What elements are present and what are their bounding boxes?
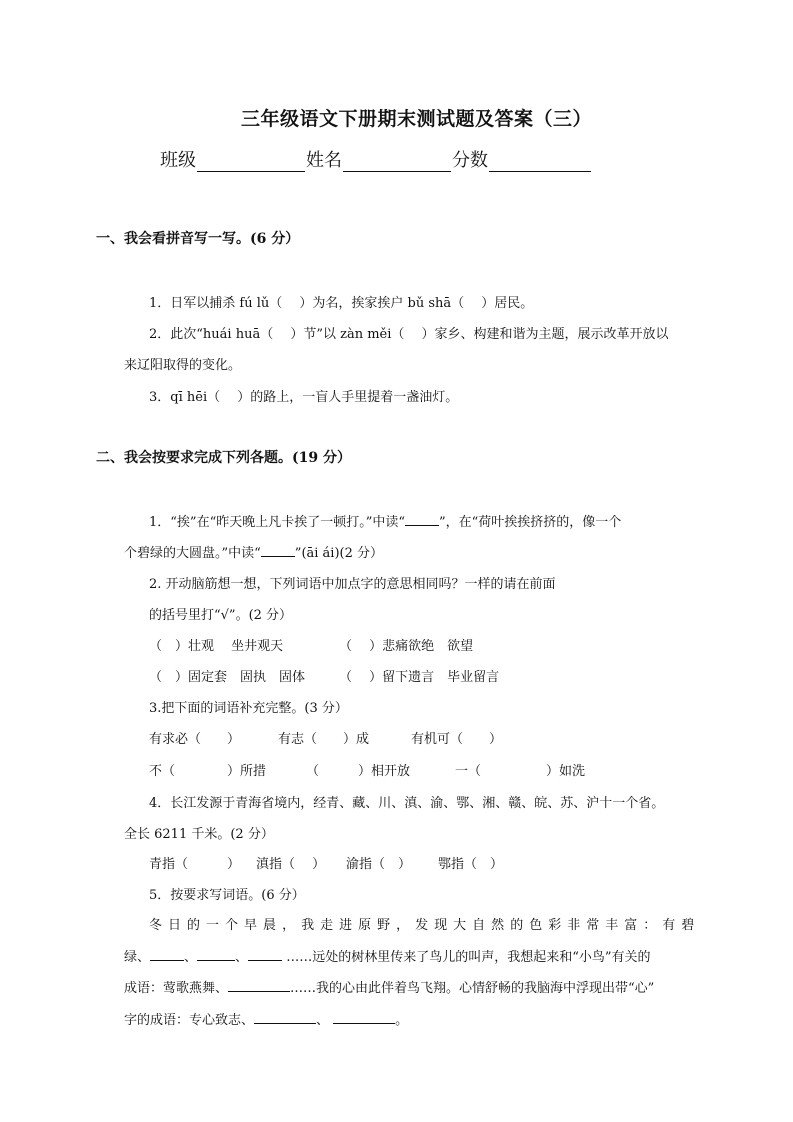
q5-blank-5[interactable] xyxy=(254,1009,316,1024)
q5-line-4 xyxy=(124,1009,408,1028)
q5-blank-3[interactable] xyxy=(248,946,282,961)
q4-item-3: 渝指（ ） xyxy=(346,857,412,872)
q4-item-2: 滇指（ ） xyxy=(256,857,326,872)
q5-sep-1: 、 xyxy=(184,950,198,965)
q5-line-3 xyxy=(124,977,654,996)
s2-question-1-line-1 xyxy=(149,511,621,530)
q1-blank-2[interactable] xyxy=(261,542,295,557)
q5-text-b: ……远处的树林里传来了鸟儿的叫声，我想起来和“小鸟”有关的 xyxy=(286,950,651,965)
q2-option-4: （ ）留下遗言 毕业留言 xyxy=(339,670,500,685)
s1-question-2-line-2: 来辽阳取得的变化。 xyxy=(124,358,242,373)
s2-question-2-line-1: 2. 开动脑筋想一想，下列词语中加点字的意思相同吗？一样的请在前面 xyxy=(149,577,556,592)
q2-option-3: （ ）固定套 固执 固体 xyxy=(149,670,306,685)
q2-option-1: （ ）壮观 坐井观天 xyxy=(149,639,284,654)
q5-blank-1[interactable] xyxy=(150,946,184,961)
q4-item-4: 鄂指（ ） xyxy=(438,857,504,872)
q3-item-1: 有求必（ ） xyxy=(149,732,241,747)
class-field[interactable] xyxy=(197,151,305,172)
q5-sep-3: 、 xyxy=(316,1013,330,1028)
s2-question-4-line-1: 4．长江发源于青海省境内，经青、藏、川、滇、渝、鄂、湘、赣、皖、苏、沪十一个省。 xyxy=(149,796,665,811)
q3-item-2: 有志（ ）成 xyxy=(278,732,370,747)
score-field[interactable] xyxy=(489,151,591,172)
q5-end: 。 xyxy=(395,1013,409,1028)
q1-blank-1[interactable] xyxy=(405,511,439,526)
q5-blank-4[interactable] xyxy=(228,977,290,992)
s2-question-2-line-2: 的括号里打“√”。(2 分） xyxy=(149,608,293,623)
q5-line-1: 冬日的一个早晨，我走进原野，发现大自然的色彩非常丰富：有碧 xyxy=(149,918,700,933)
page-title: 三年级语文下册期末测试题及答案（三） xyxy=(240,108,592,130)
q1-text-d: ”(āi ái)(2 分） xyxy=(294,546,384,561)
q5-text-c: 成语：莺歌燕舞、 xyxy=(124,981,229,996)
q4-item-1: 青指（ ） xyxy=(149,857,241,872)
q2-option-2: （ ）悲痛欲绝 欲望 xyxy=(339,639,474,654)
q1-text-c: 个碧绿的大圆盘。”中读“ xyxy=(124,546,261,561)
q1-text-b: ”，在“荷叶挨挨挤挤的，像一个 xyxy=(439,515,622,530)
q5-text-a: 绿、 xyxy=(124,950,151,965)
q5-sep-2: 、 xyxy=(235,950,249,965)
q3-item-5: （ ）相开放 xyxy=(306,764,411,779)
section-1-heading: 一、我会看拼音写一写。(6 分） xyxy=(96,231,300,247)
q5-blank-2[interactable] xyxy=(197,946,235,961)
s2-question-4-line-2: 全长 6211 千米。(2 分） xyxy=(124,827,274,842)
q3-item-3: 有机可（ ） xyxy=(411,732,503,747)
q3-item-6: 一（ ）如洗 xyxy=(455,764,586,779)
q5-text-e: 字的成语：专心致志、 xyxy=(124,1013,255,1028)
q5-line-2 xyxy=(124,946,650,965)
q1-text-a: 1．“挨”在“昨天晚上凡卡挨了一顿打。”中读“ xyxy=(149,515,406,530)
class-label: 班级 xyxy=(160,150,196,171)
name-field[interactable] xyxy=(343,151,451,172)
s2-question-3: 3.把下面的词语补充完整。(3 分） xyxy=(149,701,348,716)
s1-question-1: 1．日军以捕杀 fú lǔ（ ）为名，挨家挨户 bǔ shā（ ）居民。 xyxy=(149,296,534,311)
section-2-heading: 二、我会按要求完成下列各题。(19 分） xyxy=(96,450,351,466)
name-label: 姓名 xyxy=(306,150,342,171)
q3-item-4: 不（ ）所措 xyxy=(149,764,267,779)
s1-question-3: 3．qī hēi（ ）的路上，一盲人手里提着一盏油灯。 xyxy=(149,390,459,405)
q5-text-d: ……我的心由此伴着鸟飞翔。心情舒畅的我脑海中浮现出带“心” xyxy=(290,981,655,996)
s2-question-1-line-2 xyxy=(124,542,383,561)
q5-blank-6[interactable] xyxy=(333,1009,395,1024)
score-label: 分数 xyxy=(452,150,488,171)
student-info xyxy=(160,146,592,172)
s1-question-2-line-1: 2．此次“huái huā（ ）节”以 zàn měi（ ）家乡、构建和谐为主题，展示改革开放以 xyxy=(149,327,669,342)
s2-question-5: 5．按要求写词语。(6 分） xyxy=(149,888,305,903)
